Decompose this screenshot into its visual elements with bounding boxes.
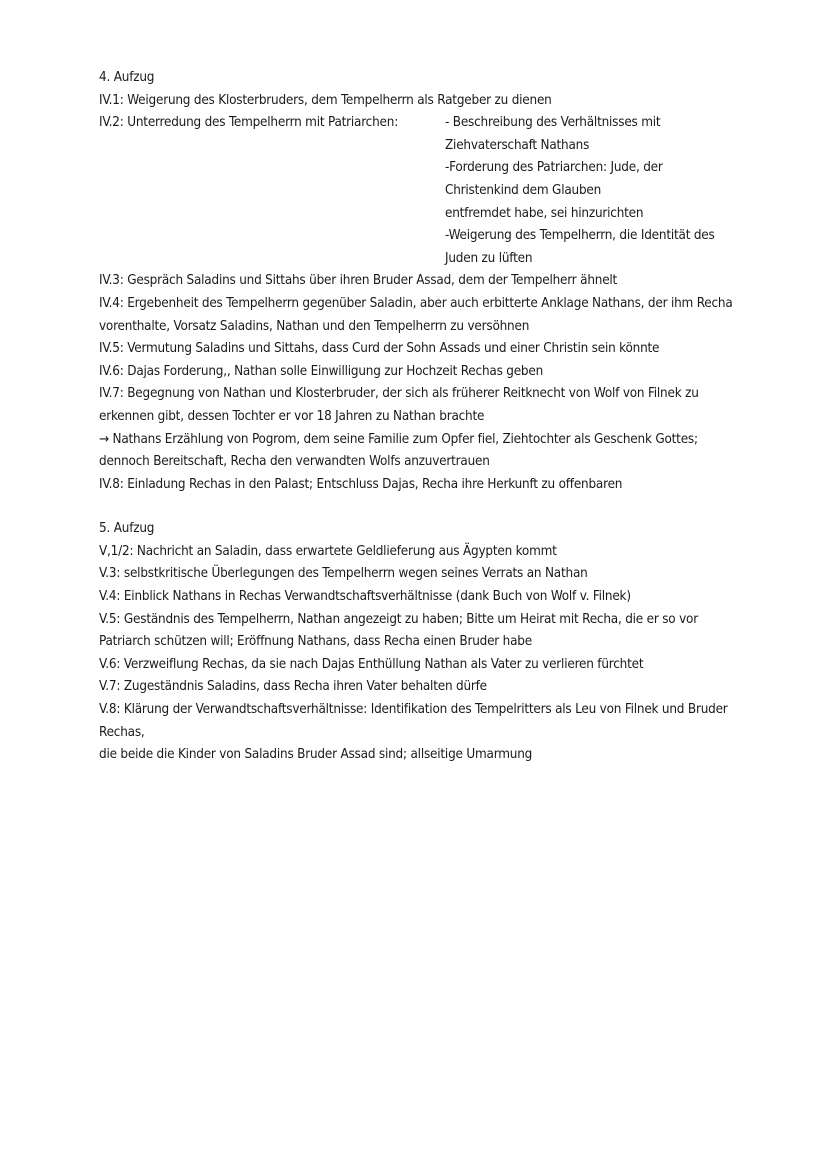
act4-line: IV.5: Vermutung Saladins und Sittahs, dass Curd der Sohn Assads und einer Christin sein könnte <box>99 341 660 357</box>
act4-line: IV.6: Dajas Forderung,, Nathan solle Einwilligung zur Hochzeit Rechas geben <box>99 363 544 379</box>
act5-line: V.5: Geständnis des Tempelherrn, Nathan angezeigt zu haben; Bitte um Heirat mit Recha, die er so vor <box>99 611 698 627</box>
act5-line: V.8: Klärung der Verwandtschaftsverhältnisse: Identifikation des Tempelritters als Leu von Filnek und Bruder <box>99 702 728 718</box>
act4-iv2-block <box>99 112 739 270</box>
act5-line: die beide die Kinder von Saladins Bruder Assad sind; allseitige Umarmung <box>99 747 533 763</box>
act5-line: Patriarch schützen will; Eröffnung Nathans, dass Recha einen Bruder habe <box>99 634 532 650</box>
section-gap <box>99 496 739 518</box>
act4-line: IV.3: Gespräch Saladins und Sittahs über ihren Bruder Assad, dem der Tempelherr ähnelt <box>99 273 618 289</box>
act5-line: V,1/2: Nachricht an Saladin, dass erwartete Geldlieferung aus Ägypten kommt <box>99 543 557 559</box>
iv2-note: - Beschreibung des Verhältnisses mit <box>445 115 661 131</box>
act4-line: IV.8: Einladung Rechas in den Palast; Entschluss Dajas, Recha ihre Herkunft zu offenbaren <box>99 476 623 492</box>
act5-line: Rechas, <box>99 724 145 740</box>
act4-iv2-label: IV.2: Unterredung des Tempelherrn mit Patriarchen: <box>99 115 399 131</box>
act4-line: IV.7: Begegnung von Nathan und Klosterbruder, der sich als früherer Reitknecht von Wolf von Filnek zu <box>99 386 699 402</box>
act4-line: IV.1: Weigerung des Klosterbruders, dem Tempelherrn als Ratgeber zu dienen <box>99 92 552 108</box>
document-page <box>99 67 739 767</box>
act4-line: → Nathans Erzählung von Pogrom, dem seine Familie zum Opfer fiel, Ziehtochter als Geschenk Gottes; <box>99 431 698 447</box>
act5-heading: 5. Aufzug <box>99 521 155 537</box>
act4-line: IV.4: Ergebenheit des Tempelherrn gegenüber Saladin, aber auch erbitterte Anklage Nathans, der ihm Recha <box>99 295 733 311</box>
iv2-note: Juden zu lüften <box>445 250 533 266</box>
act5-line: V.7: Zugeständnis Saladins, dass Recha ihren Vater behalten dürfe <box>99 679 487 695</box>
act4-line: vorenthalte, Vorsatz Saladins, Nathan und den Tempelherrn zu versöhnen <box>99 318 530 334</box>
act4-line: dennoch Bereitschaft, Recha den verwandten Wolfs anzuvertrauen <box>99 454 490 470</box>
act4-iv2-notes <box>445 112 739 270</box>
iv2-note: Ziehvaterschaft Nathans <box>445 137 590 153</box>
act4-heading: 4. Aufzug <box>99 70 155 85</box>
act4-line: erkennen gibt, dessen Tochter er vor 18 Jahren zu Nathan brachte <box>99 408 485 424</box>
iv2-note: entfremdet habe, sei hinzurichten <box>445 205 644 221</box>
iv2-note: Christenkind dem Glauben <box>445 182 602 198</box>
iv2-note: -Forderung des Patriarchen: Jude, der <box>445 160 663 176</box>
act5-line: V.3: selbstkritische Überlegungen des Tempelherrn wegen seines Verrats an Nathan <box>99 566 588 582</box>
iv2-note: -Weigerung des Tempelherrn, die Identität des <box>445 228 715 244</box>
act5-line: V.6: Verzweiflung Rechas, da sie nach Dajas Enthüllung Nathan als Vater zu verlieren fürchtet <box>99 656 644 672</box>
act5-line: V.4: Einblick Nathans in Rechas Verwandtschaftsverhältnisse (dank Buch von Wolf v. Filnek) <box>99 589 631 605</box>
